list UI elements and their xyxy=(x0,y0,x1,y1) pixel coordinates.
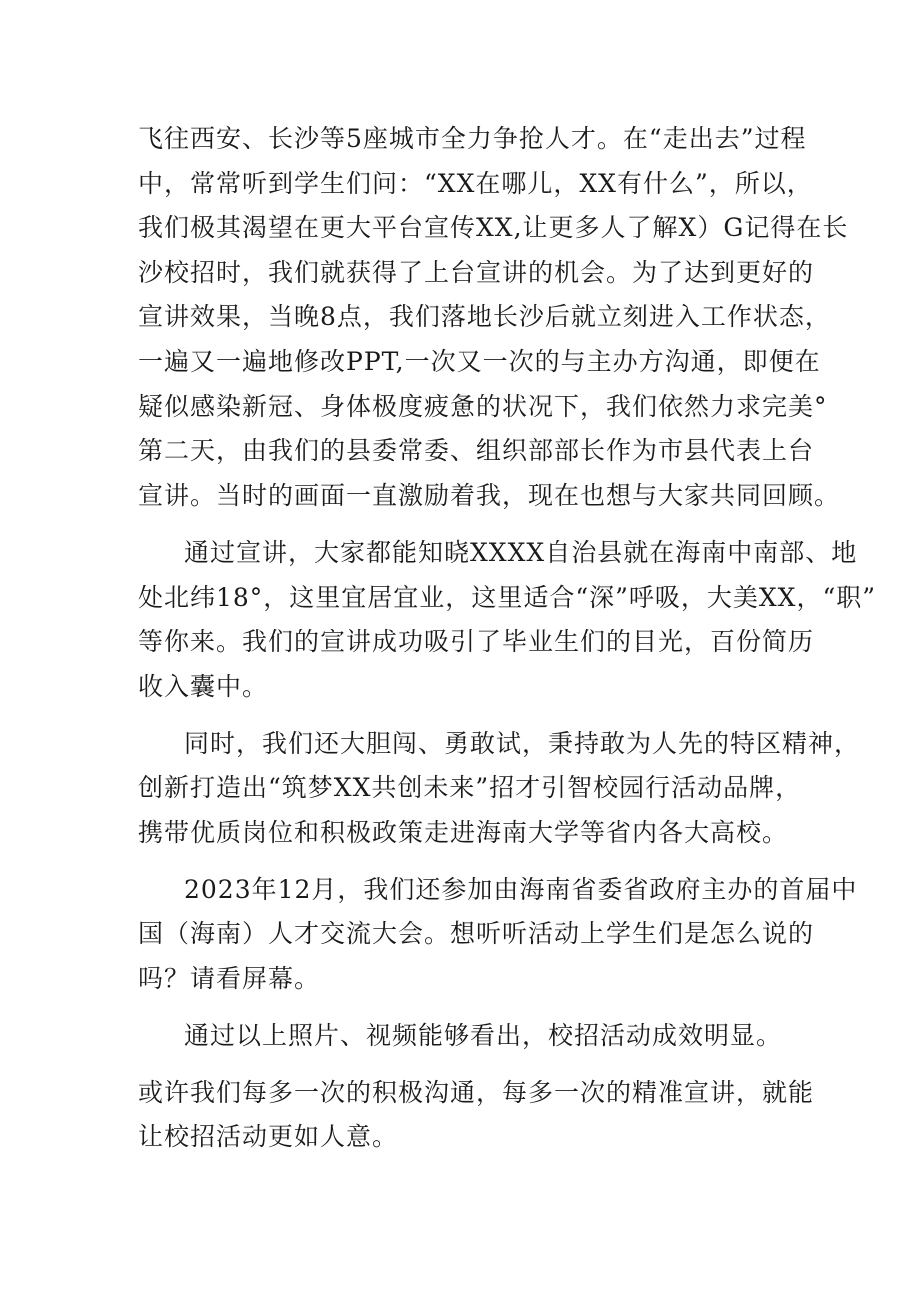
text-line: 收入囊中。 xyxy=(138,672,269,701)
text-line: 中，常常听到学生们问：“XX在哪儿，XX有什么”，所以， xyxy=(138,169,813,198)
text-line: 携带优质岗位和积极政策走进海南大学等省内各大高校。 xyxy=(138,818,789,847)
text-line: 让校招活动更如人意。 xyxy=(138,1122,399,1151)
text-line: 一遍又一遍地修改PPT,一次又一次的与主办方沟通，即便在 xyxy=(138,347,821,376)
text-line: 通过宣讲，大家都能知晓XXXX自治县就在海南中南部、地 xyxy=(184,538,858,567)
text-line: 我们极其渴望在更大平台宣传XX,让更多人了解X）G记得在长 xyxy=(138,213,849,242)
text-line: 吗？请看屏幕。 xyxy=(138,964,321,993)
text-line: 宣讲。当时的画面一直激励着我，现在也想与大家共同回顾。 xyxy=(138,481,841,510)
text-line: 飞往西安、长沙等5座城市全力争抢人才。在“走出去”过程 xyxy=(138,124,807,153)
text-line: 或许我们每多一次的积极沟通，每多一次的精准宣讲，就能 xyxy=(138,1078,815,1107)
text-line: 等你来。我们的宣讲成功吸引了毕业生们的目光，百份简历 xyxy=(138,627,815,656)
text-line: 通过以上照片、视频能够看出，校招活动成效明显。 xyxy=(184,1021,783,1050)
text-line: 处北纬18°，这里宜居宜业，这里适合“深”呼吸，大美XX，“职” xyxy=(138,583,877,612)
text-line: 2023年12月，我们还参加由海南省委省政府主办的首届中 xyxy=(184,875,858,904)
text-line: 国（海南）人才交流大会。想听听活动上学生们是怎么说的 xyxy=(138,919,815,948)
text-line: 同时，我们还大胆闯、勇敢试，秉持敢为人先的特区精神， xyxy=(184,729,861,758)
text-line: 宣讲效果，当晚8点，我们落地长沙后就立刻进入工作状态， xyxy=(138,302,831,331)
text-line: 创新打造出“筑梦XX共创未来”招才引智校园行活动品牌， xyxy=(138,773,802,802)
text-line: 第二天，由我们的县委常委、组织部部长作为市县代表上台 xyxy=(138,436,815,465)
text-line: 疑似感染新冠、身体极度疲惫的状况下，我们依然力求完美° xyxy=(138,392,828,421)
text-line: 沙校招时，我们就获得了上台宣讲的机会。为了达到更好的 xyxy=(138,258,815,287)
